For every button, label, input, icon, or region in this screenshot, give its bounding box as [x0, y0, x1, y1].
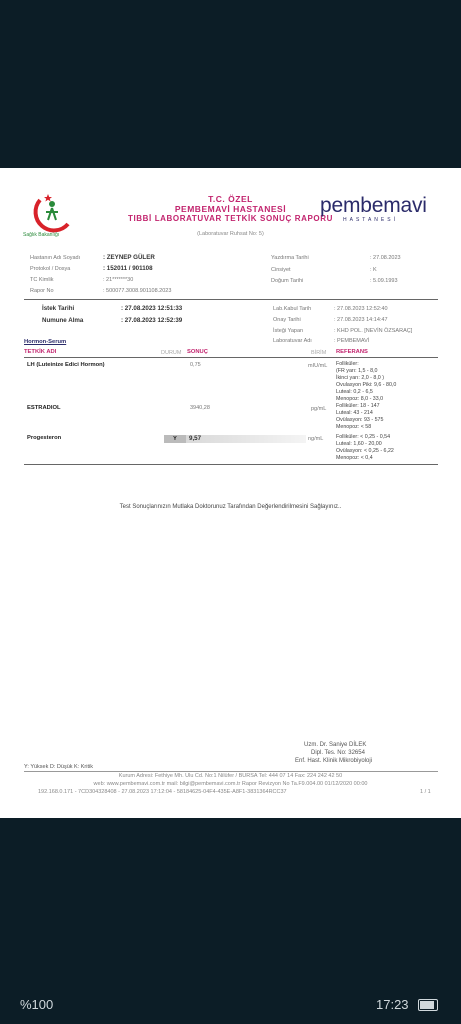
footer-web: web: www.pembemavi.com.tr mail: bilgi@pembemavi.com.tr Rapor Revizyon No Ta.F9.004.00 01/12/2020 00:00 [93, 781, 368, 787]
patient-name-label: Hastanın Adı Soyadı [30, 255, 81, 261]
hospital-brand-logo: pembemavi [320, 194, 427, 217]
col-header-test: TETKİK ADI [24, 349, 57, 355]
table-row-reference: Folliküler: 18 - 147 Luteal: 43 - 214 Ovülasyon: 93 - 575 Menopoz: < 58 [336, 403, 384, 430]
approval-date-label: Onay Tarihi [273, 317, 301, 323]
doctor-advice-note: Test Sonuçlarınızın Mutlaka Doktorunuz Tarafından Değerlendirilmesini Sağlayınız.. [119, 504, 342, 510]
clock-time: 17:23 [376, 997, 409, 1012]
table-row-test-name: Progesteron [27, 435, 62, 441]
table-header-divider [24, 357, 438, 358]
patient-name-value: : ZEYNEP GÜLER [103, 254, 155, 261]
table-row-unit: ng/mL [308, 436, 324, 442]
high-flag-badge: Y [164, 435, 186, 443]
battery-icon [418, 999, 438, 1011]
sample-date-value: : 27.08.2023 12:52:39 [121, 317, 183, 324]
col-header-unit: BİRİM [311, 350, 327, 356]
report-title-line1: T.C. ÖZEL [208, 194, 253, 204]
result-highlight-bar [186, 435, 306, 443]
gender-value: : K [370, 267, 377, 273]
col-header-reference: REFERANS [336, 349, 368, 355]
footer-system-info: 192.168.0.171 - 7CD304328408 - 27.08.2023 17:12:04 - 58184625-04F4-435E-A8F1-3831364RCC37 [38, 789, 287, 795]
table-row-reference: Folliküler: < 0,25 - 0,54 Luteal: 1,60 - 20,00 Ovülasyon: < 0,25 - 6,22 Menopoz: < 0,4 [336, 434, 394, 461]
protocol-value: : 152011 / 901108 [103, 265, 153, 272]
signature-diploma-no: Dipl. Tes. No: 32654 [311, 750, 365, 756]
divider [24, 299, 438, 300]
lab-accept-label: Lab.Kabul Tarih [273, 306, 312, 312]
approval-date-value: : 27.08.2023 14:14:47 [334, 317, 388, 323]
lab-name-label: Laboratuvar Adı [273, 338, 312, 344]
flag-legend: Y: Yüksek D: Düşük K: Kritik [24, 764, 93, 770]
report-no-value: : 500077.3008.901108.2023 [103, 288, 172, 294]
table-row-test-name: LH (Luteinize Edici Hormon) [27, 362, 105, 368]
request-date-label: İstek Tarihi [42, 305, 75, 312]
logo-caption: Sağlık Bakanlığı [23, 232, 60, 238]
col-header-status: DURUM [161, 350, 182, 356]
col-header-result: SONUÇ [187, 349, 208, 355]
table-row-result: 9,57 [189, 435, 202, 442]
hospital-brand-subtitle: HASTANESİ [343, 217, 398, 223]
battery-percentage: %100 [20, 997, 54, 1012]
table-row-result: 0,75 [190, 362, 201, 368]
report-title-line3: TIBBİ LABORATUVAR TETKİK SONUÇ RAPORU [127, 214, 333, 223]
table-row-result: 3940,28 [190, 405, 210, 411]
footer-divider [24, 771, 438, 772]
request-date-value: : 27.08.2023 12:51:33 [121, 305, 183, 312]
table-row-unit: mIU/mL [308, 363, 328, 369]
birth-date-value: : 5.09.1993 [370, 278, 398, 284]
lab-accept-value: : 27.08.2023 12:52:40 [334, 306, 388, 312]
tc-value: : 21*******30 [103, 277, 134, 283]
tc-label: TC Kimlik [30, 277, 54, 283]
table-bottom-divider [24, 464, 438, 465]
lab-report-document [0, 168, 461, 818]
report-no-label: Rapor No [30, 288, 54, 294]
sample-date-label: Numune Alma [42, 317, 84, 324]
table-row-reference: Folliküler: (FR yarı: 1,5 - 8,0 İkinci yarı: 2,0 - 8,0 ) Ovulasyon Piki: 9,6 - 80,0 Luteal: 0,2 - 6,5 Menopoz: 8,0 - 33,0 [336, 361, 397, 402]
protocol-label: Protokol / Dosya [30, 266, 71, 272]
report-title-line2: PEMBEMAVİ HASTANESİ [174, 204, 287, 214]
table-row-test-name: ESTRADIOL [27, 405, 61, 411]
page-number: 1 / 1 [420, 789, 431, 795]
table-row-unit: pg/mL [311, 406, 327, 412]
gender-label: Cinsiyet [271, 267, 291, 273]
print-date-label: Yazdırma Tarihi [271, 255, 309, 261]
signature-department: Enf. Hast. Klinik Mikrobiyoloji [295, 758, 373, 764]
birth-date-label: Doğum Tarihi [271, 278, 304, 284]
footer-address: Kurum Adresi: Fethiye Mh. Ulu Cd. No:1 Nilüfer / BURSA Tel: 444 07 14 Fax: 224 242 42 50 [118, 773, 343, 779]
requester-value: : KHD POL. [NEVİN ÖZSARAÇ] [334, 328, 413, 334]
lab-name-value: : PEMBEMAVİ [334, 338, 370, 344]
print-date-value: : 27.08.2023 [370, 255, 401, 261]
lab-license-number: (Laboratuvar Ruhsat No: 5) [197, 231, 264, 237]
requester-label: İsteği Yapan [273, 328, 304, 334]
signature-doctor-name: Uzm. Dr. Saniye DİLEK [304, 742, 367, 748]
section-title: Hormon-Serum [24, 339, 67, 345]
